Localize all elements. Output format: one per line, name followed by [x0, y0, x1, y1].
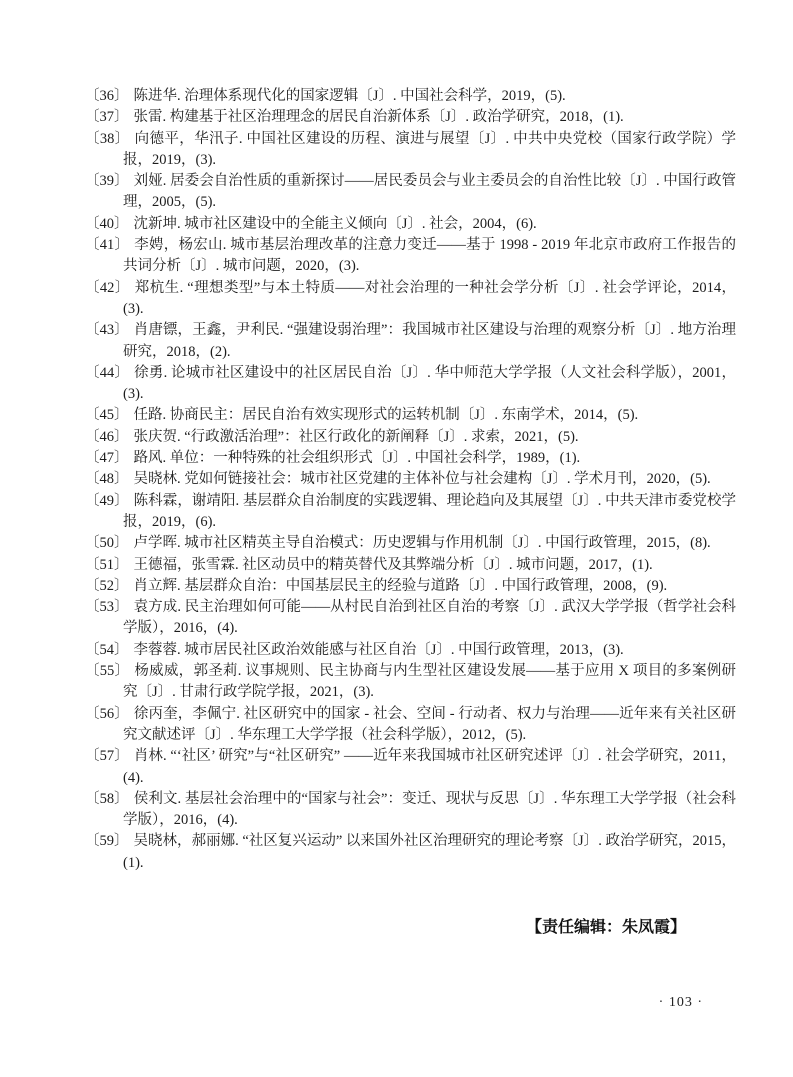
reference-text: 路风. 单位：一种特殊的社会组织形式〔J〕. 中国社会科学，1989，(1).	[133, 450, 581, 467]
reference-label: 〔47〕	[85, 450, 129, 467]
reference-label: 〔49〕	[85, 492, 129, 509]
reference-label: 〔44〕	[85, 364, 130, 381]
reference-label: 〔37〕	[85, 109, 129, 126]
reference-text: 肖立辉. 基层群众自治：中国基层民主的经验与道路〔J〕. 中国行政管理，2008，(9).	[133, 577, 668, 594]
reference-text: 李娉，杨宏山. 城市基层治理改革的注意力变迁——基于 1998 - 2019 年北京市政府工作报告的共词分析〔J〕. 城市问题，2020，(3).	[123, 237, 737, 275]
reference-label: 〔36〕	[85, 88, 129, 104]
reference-label: 〔51〕	[85, 556, 129, 573]
reference-text: 刘娅. 居委会自治性质的重新探讨——居民委员会与业主委员会的自治性比较〔J〕. 中国行政管理，2005，(5).	[123, 173, 737, 211]
reference-text: 郑杭生. “理想类型”与本土特质——对社会治理的一种社会学分析〔J〕. 社会学评论，2014，(3).	[123, 279, 737, 317]
reference-item	[85, 448, 736, 469]
reference-item	[85, 704, 736, 747]
reference-item	[85, 214, 736, 235]
reference-label: 〔48〕	[85, 471, 129, 488]
reference-item	[85, 427, 736, 448]
reference-item	[85, 129, 736, 172]
reference-item	[85, 405, 736, 426]
reference-label: 〔59〕	[85, 833, 129, 850]
reference-text: 徐勇. 论城市社区建设中的社区居民自治〔J〕. 华中师范大学学报（人文社会科学版），2001，(3).	[123, 364, 736, 403]
reference-text: 肖林. “‘社区’ 研究”与“社区研究” ——近年来我国城市社区研究述评〔J〕. 社会学研究，2011，(4).	[123, 748, 736, 786]
reference-label: 〔52〕	[85, 577, 129, 594]
reference-text: 陈进华. 治理体系现代化的国家逻辑〔J〕. 中国社会科学，2019，(5).	[133, 88, 566, 104]
reference-item	[85, 469, 736, 490]
reference-text: 张雷. 构建基于社区治理理念的居民自治新体系〔J〕. 政治学研究，2018，(1).	[133, 109, 624, 126]
reference-label: 〔53〕	[85, 599, 129, 616]
reference-label: 〔56〕	[85, 705, 129, 722]
reference-label: 〔38〕	[85, 130, 130, 147]
reference-text: 李蓉蓉. 城市居民社区政治效能感与社区自治〔J〕. 中国行政管理，2013，(3).	[133, 641, 624, 658]
reference-item	[85, 831, 736, 874]
reference-text: 吴晓林. 党如何链接社会：城市社区党建的主体补位与社会建构〔J〕. 学术月刊，2020，(5).	[133, 471, 711, 488]
reference-item	[85, 789, 736, 832]
reference-label: 〔40〕	[85, 215, 129, 232]
reference-text: 杨威威，郭圣莉. 议事规则、民主协商与内生型社区建设发展——基于应用 X 项目的多案例研究〔J〕. 甘肃行政学院学报，2021，(3).	[123, 663, 737, 701]
reference-text: 沈新坤. 城市社区建设中的全能主义倾向〔J〕. 社会，2004，(6).	[133, 215, 537, 232]
references-list	[85, 86, 736, 874]
reference-text: 陈科霖，谢靖阳. 基层群众自治制度的实践逻辑、理论趋向及其展望〔J〕. 中共天津市委党校学报，2019，(6).	[123, 492, 737, 530]
reference-text: 袁方成. 民主治理如何可能——从村民自治到社区自治的考察〔J〕. 武汉大学学报（哲学社会科学版），2016，(4).	[123, 599, 737, 637]
reference-item	[85, 640, 736, 661]
reference-label: 〔57〕	[85, 748, 129, 765]
reference-item	[85, 278, 736, 321]
reference-item	[85, 235, 736, 278]
reference-item	[85, 555, 736, 576]
reference-label: 〔45〕	[85, 407, 129, 424]
reference-item	[85, 533, 736, 554]
reference-label: 〔43〕	[85, 322, 129, 339]
page-number: · 103 ·	[658, 995, 703, 1010]
reference-item	[85, 320, 736, 363]
reference-item	[85, 491, 736, 534]
reference-label: 〔39〕	[85, 173, 129, 190]
reference-text: 侯利文. 基层社会治理中的“国家与社会”：变迁、现状与反思〔J〕. 华东理工大学学报（社会科学版），2016，(4).	[123, 790, 737, 829]
reference-item	[85, 597, 736, 640]
reference-text: 张庆贺. “行政激活治理”：社区行政化的新阐释〔J〕. 求索，2021，(5).	[133, 428, 579, 445]
reference-text: 向德平，华汛子. 中国社区建设的历程、演进与展望〔J〕. 中共中央党校（国家行政学院）学报，2019，(3).	[123, 130, 737, 168]
reference-item	[85, 746, 736, 789]
reference-label: 〔46〕	[85, 428, 129, 445]
reference-item	[85, 363, 736, 406]
reference-item	[85, 171, 736, 214]
reference-text: 卢学晖. 城市社区精英主导自治模式：历史逻辑与作用机制〔J〕. 中国行政管理，2015，(8).	[133, 535, 711, 552]
reference-text: 任路. 协商民主：居民自治有效实现形式的运转机制〔J〕. 东南学术，2014，(5).	[133, 407, 639, 424]
editor-note: 【责任编辑：朱凤霞】	[525, 919, 686, 936]
reference-label: 〔50〕	[85, 535, 129, 552]
reference-label: 〔41〕	[85, 237, 130, 254]
reference-item	[85, 576, 736, 597]
reference-item	[85, 107, 736, 128]
reference-label: 〔42〕	[85, 279, 130, 296]
reference-label: 〔55〕	[85, 663, 130, 680]
reference-item	[85, 661, 736, 704]
reference-text: 徐丙奎，李佩宁. 社区研究中的国家 - 社会、空间 - 行动者、权力与治理——近年来有关社区研究文献述评〔J〕. 华东理工大学学报（社会科学版），2012，(5).	[123, 705, 736, 743]
reference-label: 〔58〕	[85, 790, 129, 807]
reference-text: 吴晓林，郝丽娜. “社区复兴运动” 以来国外社区治理研究的理论考察〔J〕. 政治学研究，2015，(1).	[123, 833, 737, 871]
reference-item	[85, 86, 736, 107]
reference-text: 王德福，张雪霖. 社区动员中的精英替代及其弊端分析〔J〕. 城市问题，2017，(1).	[133, 556, 653, 573]
reference-label: 〔54〕	[85, 641, 129, 658]
reference-text: 肖唐镖，王鑫，尹利民. “强建设弱治理”：我国城市社区建设与治理的观察分析〔J〕. 地方治理研究，2018，(2).	[123, 322, 737, 360]
